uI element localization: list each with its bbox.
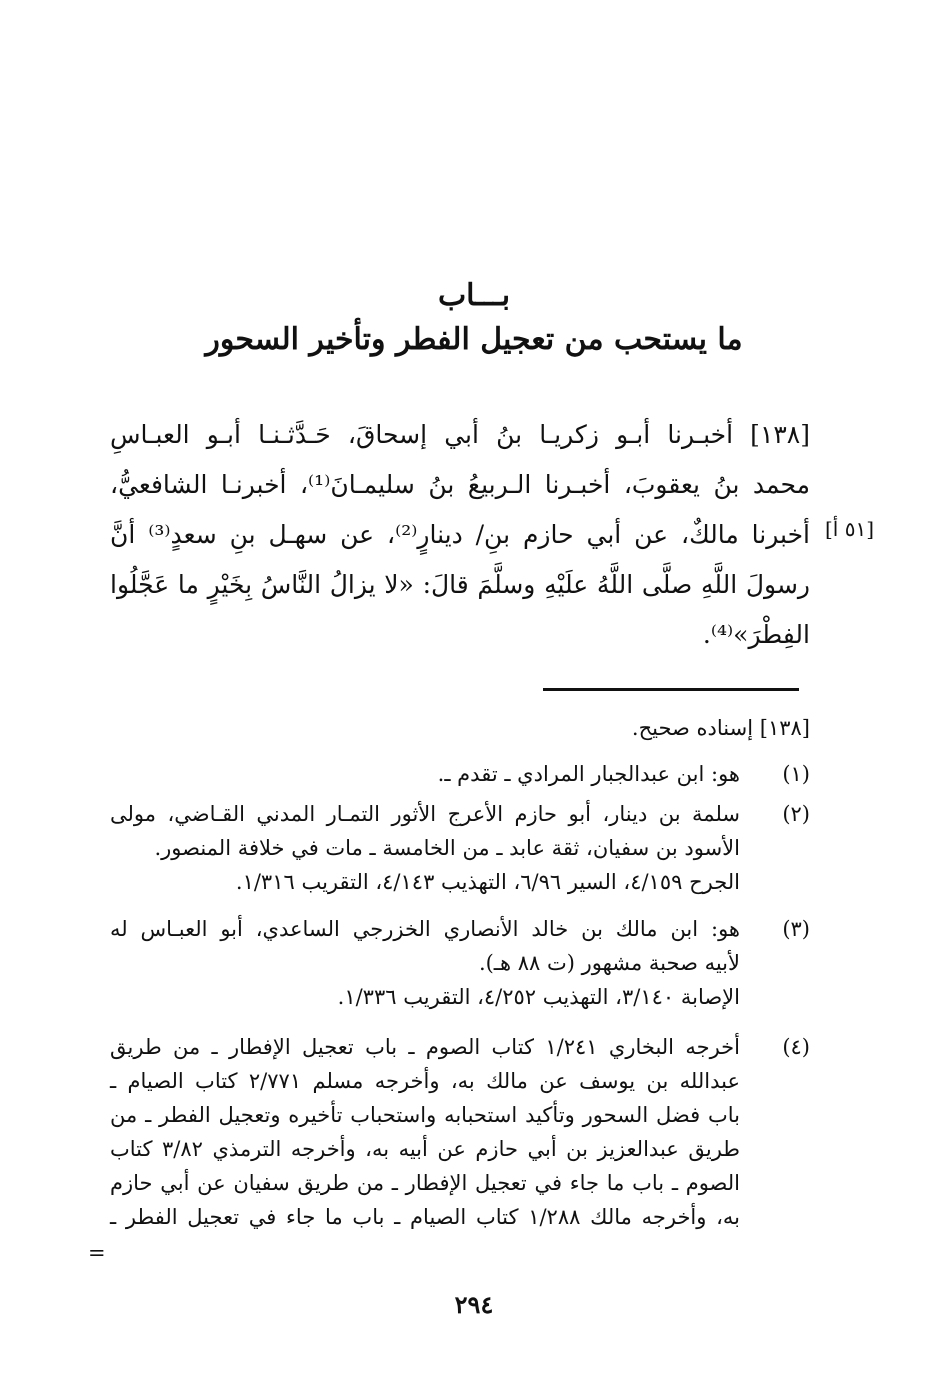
footnote-line: هو: ابن عبدالجبار المرادي ـ تقدم ـ. <box>437 762 740 786</box>
hadith-line: رسولَ اللَّهِ صلَّى اللَّهُ علَيْهِ وسلَّمَ قالَ: «لا يزالُ النَّاسُ بِخَيْرٍ ما عَجَّلُوا <box>110 570 810 599</box>
footnote-3 <box>110 912 810 1014</box>
footnote-line: سلمة بن دينار، أبو حازم الأعرج الأثور التمـار المدني القـاضي، مولى <box>110 802 740 826</box>
footnote-line: باب فضل السحور وتأكيد استحبابه واستحباب تأخيره وتعجيل الفطر ـ من <box>110 1103 740 1127</box>
footnote-line: طريق عبدالعزيز بن أبي حازم عن أبيه به، وأخرجه الترمذي ٣/٨٢ كتاب <box>110 1137 740 1161</box>
footnote-heading: [١٣٨] إسناده صحيح. <box>631 716 810 740</box>
footnote-4 <box>110 1030 810 1234</box>
footnote-1 <box>110 757 810 791</box>
footnote-line: الإصابة ٣/١٤٠، التهذيب ٤/٢٥٢، التقريب ١/٣٣٦. <box>337 985 740 1009</box>
chapter-label: بـــاب <box>437 278 511 313</box>
footnote-line: هو: ابن مالك بن خالد الأنصاري الخزرجي الساعدي، أبو العبـاس له <box>110 917 740 941</box>
footnote-line: الجرح ٤/١٥٩، السير ٦/٩٦، التهذيب ٤/١٤٣، التقريب ١/٣١٦. <box>235 870 740 894</box>
page-number: ٢٩٤ <box>454 1290 494 1319</box>
footnote-number: (٣) <box>782 917 810 941</box>
hadith-line: الفِطْرَ»⁽⁴⁾. <box>702 620 810 649</box>
footnote-line: عبدالله بن يوسف عن مالك به، وأخرجه مسلم ٢/٧٧١ كتاب الصيام ـ <box>110 1069 740 1093</box>
footnote-number: (٤) <box>782 1035 810 1059</box>
chapter-title: ما يستحب من تعجيل الفطر وتأخير السحور <box>205 322 743 357</box>
manuscript-folio-note: [٥١ أ] <box>824 517 874 541</box>
hadith-line: محمد بنُ يعقوبَ، أخبـرنا الـربيعُ بنُ سليمـانَ⁽¹⁾، أخبرنـا الشافعيُّ، <box>110 470 811 499</box>
footnote-2 <box>110 797 810 899</box>
hadith-text <box>110 410 810 660</box>
footnote-divider <box>543 688 799 691</box>
footnote-line: به، وأخرجه مالك ١/٢٨٨ كتاب الصيام ـ باب ما جاء في تعجيل الفطر ـ <box>110 1205 741 1229</box>
footnote-number: (٢) <box>782 802 810 826</box>
hadith-line: أخبرنا مالكٌ، عن أبي حازم بنِ/ دينارٍ⁽²⁾، عن سهـل بنِ سعدٍ⁽³⁾ أنَّ <box>110 520 810 549</box>
footnote-line: الأسود بن سفيان، ثقة عابد ـ من الخامسة ـ مات في خلافة المنصور. <box>154 836 740 860</box>
footnote-number: (١) <box>782 762 810 786</box>
hadith-line: [١٣٨] أخبـرنا أبـو زكريـا بنُ أبي إسحاقَ، حَـدَّثـنـا أبـو العبـاسِ <box>110 420 810 449</box>
footnote-line: لأبيه صحبة مشهور (ت ٨٨ هـ). <box>478 951 740 975</box>
footnote-line: أخرجه البخاري ١/٢٤١ كتاب الصوم ـ باب تعجيل الإفطار ـ من طريق <box>110 1035 740 1059</box>
footnote-line: الصوم ـ باب ما جاء في تعجيل الإفطار ـ من طريق سفيان عن أبي حازم <box>110 1171 740 1195</box>
continuation-mark: = <box>88 1241 106 1265</box>
